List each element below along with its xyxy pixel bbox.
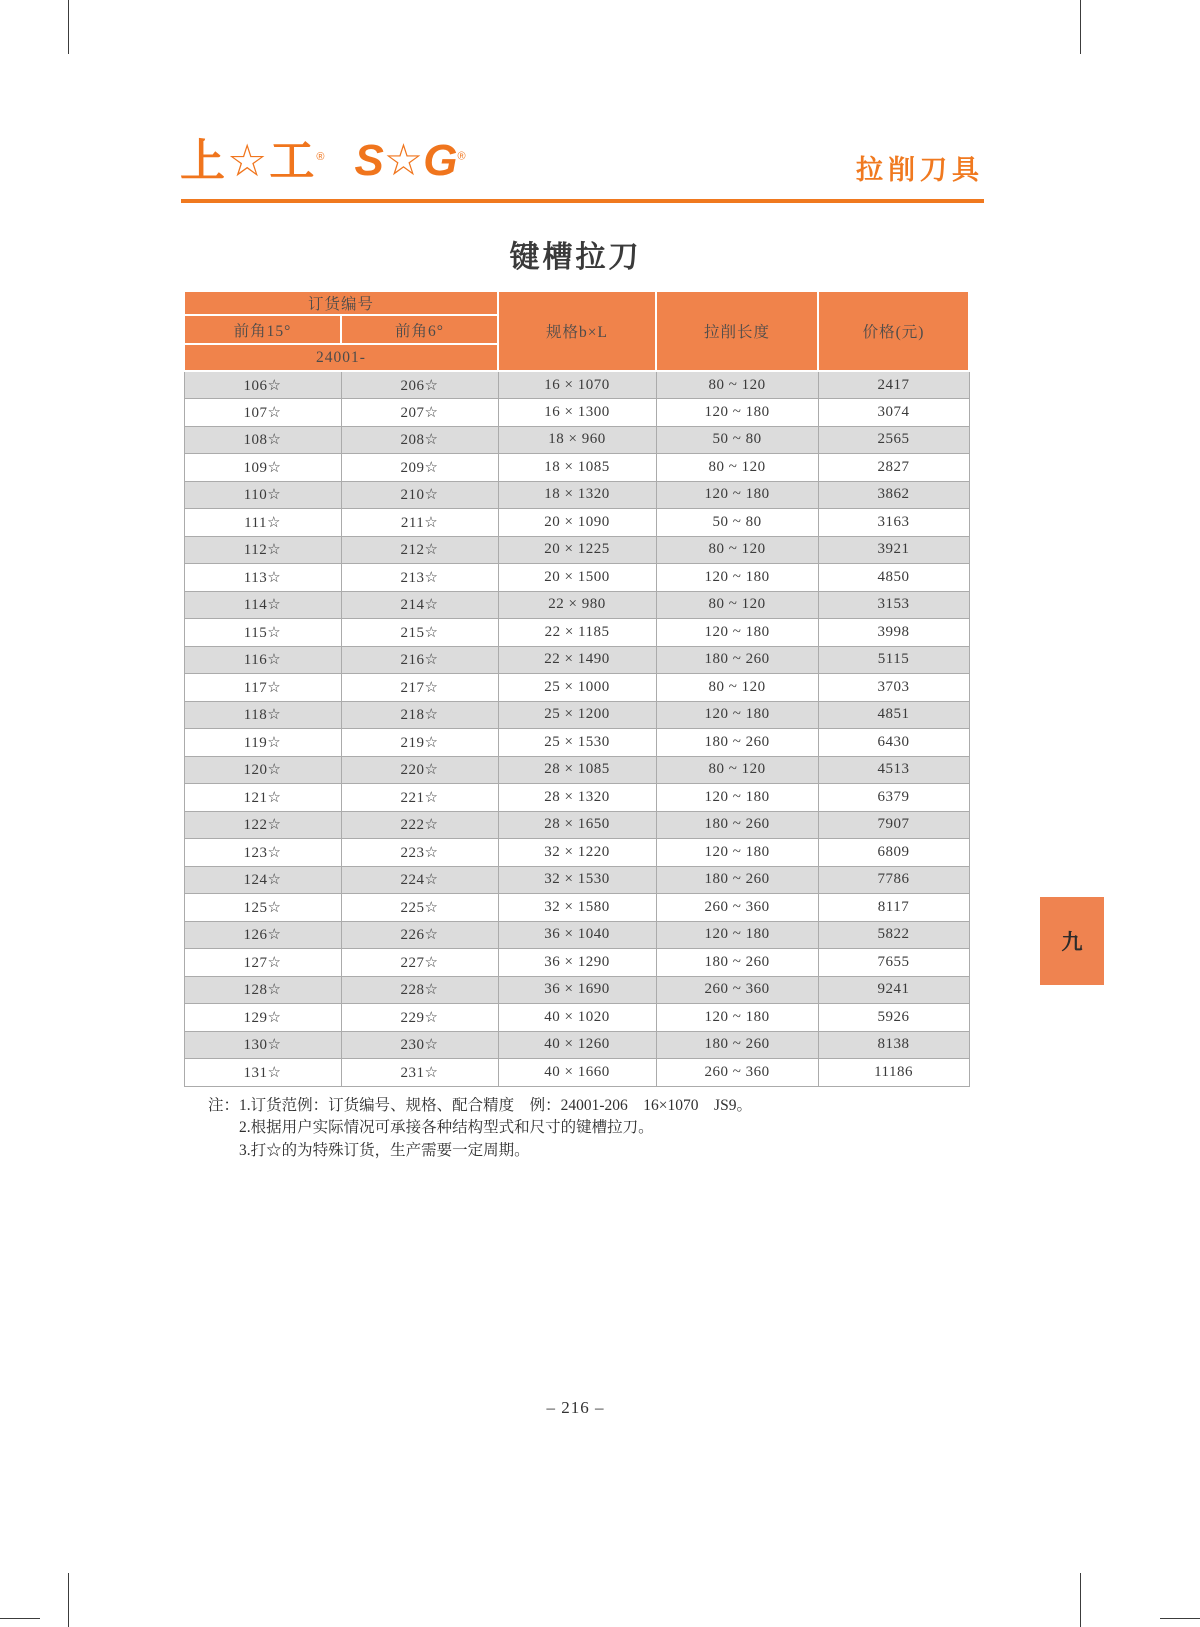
table-cell: 216☆ bbox=[341, 646, 498, 674]
table-cell: 223☆ bbox=[341, 839, 498, 867]
table-cell: 120 ~ 180 bbox=[656, 481, 818, 509]
table-cell: 4513 bbox=[818, 756, 969, 784]
table-cell: 228☆ bbox=[341, 976, 498, 1004]
table-row bbox=[184, 371, 969, 399]
table-cell: 28 × 1320 bbox=[498, 784, 656, 812]
table-body bbox=[184, 371, 969, 1086]
table-cell: 122☆ bbox=[184, 811, 341, 839]
table-cell: 231☆ bbox=[341, 1059, 498, 1087]
table-row bbox=[184, 399, 969, 427]
table-cell: 50 ~ 80 bbox=[656, 509, 818, 537]
header-order-number: 订货编号 bbox=[184, 291, 498, 315]
page-title: 键槽拉刀 bbox=[509, 241, 642, 274]
table-cell: 22 × 980 bbox=[498, 591, 656, 619]
table-cell: 180 ~ 260 bbox=[656, 1031, 818, 1059]
table-cell: 113☆ bbox=[184, 564, 341, 592]
table-cell: 117☆ bbox=[184, 674, 341, 702]
table-row bbox=[184, 536, 969, 564]
product-table bbox=[183, 290, 970, 1087]
registered-mark-icon: ® bbox=[316, 151, 327, 163]
table-cell: 50 ~ 80 bbox=[656, 426, 818, 454]
table-cell: 9241 bbox=[818, 976, 969, 1004]
table-row bbox=[184, 976, 969, 1004]
table-cell: 20 × 1225 bbox=[498, 536, 656, 564]
table-cell: 120 ~ 180 bbox=[656, 1004, 818, 1032]
table-cell: 5926 bbox=[818, 1004, 969, 1032]
table-cell: 28 × 1085 bbox=[498, 756, 656, 784]
table-cell: 28 × 1650 bbox=[498, 811, 656, 839]
table-cell: 212☆ bbox=[341, 536, 498, 564]
table-cell: 120 ~ 180 bbox=[656, 921, 818, 949]
table-cell: 217☆ bbox=[341, 674, 498, 702]
table-cell: 11186 bbox=[818, 1059, 969, 1087]
table-cell: 209☆ bbox=[341, 454, 498, 482]
table-cell: 120 ~ 180 bbox=[656, 399, 818, 427]
table-cell: 6379 bbox=[818, 784, 969, 812]
table-cell: 126☆ bbox=[184, 921, 341, 949]
table-cell: 260 ~ 360 bbox=[656, 976, 818, 1004]
table-row bbox=[184, 674, 969, 702]
table-cell: 218☆ bbox=[341, 701, 498, 729]
table-header bbox=[184, 291, 969, 371]
table-cell: 3074 bbox=[818, 399, 969, 427]
table-cell: 2827 bbox=[818, 454, 969, 482]
header-spec: 规格b×L bbox=[498, 291, 656, 371]
crop-mark-bottom-left-h bbox=[0, 1618, 40, 1619]
table-cell: 121☆ bbox=[184, 784, 341, 812]
table-cell: 220☆ bbox=[341, 756, 498, 784]
table-cell: 180 ~ 260 bbox=[656, 949, 818, 977]
table-cell: 22 × 1490 bbox=[498, 646, 656, 674]
header-rake-angle-6: 前角6° bbox=[341, 315, 498, 344]
table-cell: 40 × 1660 bbox=[498, 1059, 656, 1087]
table-cell: 3153 bbox=[818, 591, 969, 619]
table-cell: 80 ~ 120 bbox=[656, 674, 818, 702]
table-cell: 40 × 1020 bbox=[498, 1004, 656, 1032]
table-cell: 25 × 1000 bbox=[498, 674, 656, 702]
table-cell: 3921 bbox=[818, 536, 969, 564]
table-cell: 213☆ bbox=[341, 564, 498, 592]
table-cell: 180 ~ 260 bbox=[656, 866, 818, 894]
note-line bbox=[208, 1095, 848, 1117]
crop-mark-top-left bbox=[68, 0, 69, 54]
table-row bbox=[184, 1004, 969, 1032]
table-cell: 80 ~ 120 bbox=[656, 591, 818, 619]
table-cell: 210☆ bbox=[341, 481, 498, 509]
table-cell: 36 × 1040 bbox=[498, 921, 656, 949]
table-row bbox=[184, 756, 969, 784]
table-cell: 260 ~ 360 bbox=[656, 1059, 818, 1087]
table-cell: 116☆ bbox=[184, 646, 341, 674]
table-row bbox=[184, 591, 969, 619]
table-cell: 226☆ bbox=[341, 921, 498, 949]
registered-mark-icon: ® bbox=[457, 150, 466, 163]
table-row bbox=[184, 811, 969, 839]
table-cell: 120 ~ 180 bbox=[656, 784, 818, 812]
table-cell: 229☆ bbox=[341, 1004, 498, 1032]
table-cell: 222☆ bbox=[341, 811, 498, 839]
table-row bbox=[184, 1031, 969, 1059]
table-cell: 120 ~ 180 bbox=[656, 564, 818, 592]
brand-right-text: S☆G bbox=[354, 136, 458, 185]
table-cell: 25 × 1200 bbox=[498, 701, 656, 729]
table-cell: 110☆ bbox=[184, 481, 341, 509]
table-cell: 180 ~ 260 bbox=[656, 811, 818, 839]
table-cell: 20 × 1090 bbox=[498, 509, 656, 537]
table-cell: 129☆ bbox=[184, 1004, 341, 1032]
notes-label: 注： bbox=[208, 1097, 240, 1114]
table-row bbox=[184, 866, 969, 894]
table-row bbox=[184, 1059, 969, 1087]
table-cell: 108☆ bbox=[184, 426, 341, 454]
crop-mark-bottom-right bbox=[1080, 1573, 1081, 1627]
table-cell: 3998 bbox=[818, 619, 969, 647]
table-cell: 6809 bbox=[818, 839, 969, 867]
table-cell: 22 × 1185 bbox=[498, 619, 656, 647]
table-cell: 127☆ bbox=[184, 949, 341, 977]
table-cell: 6430 bbox=[818, 729, 969, 757]
table-cell: 106☆ bbox=[184, 371, 341, 399]
table-row bbox=[184, 949, 969, 977]
header-order-prefix: 24001- bbox=[184, 344, 498, 371]
table-cell: 207☆ bbox=[341, 399, 498, 427]
table-cell: 124☆ bbox=[184, 866, 341, 894]
table-cell: 80 ~ 120 bbox=[656, 756, 818, 784]
chapter-side-tab: 九 bbox=[1040, 897, 1104, 985]
table-cell: 7786 bbox=[818, 866, 969, 894]
table-cell: 20 × 1500 bbox=[498, 564, 656, 592]
table-cell: 18 × 1320 bbox=[498, 481, 656, 509]
table-cell: 2417 bbox=[818, 371, 969, 399]
table-cell: 3703 bbox=[818, 674, 969, 702]
table-cell: 32 × 1220 bbox=[498, 839, 656, 867]
header-rake-angle-15: 前角15° bbox=[184, 315, 341, 344]
header-broaching-length: 拉削长度 bbox=[656, 291, 818, 371]
table-cell: 120 ~ 180 bbox=[656, 701, 818, 729]
table-cell: 130☆ bbox=[184, 1031, 341, 1059]
table-row bbox=[184, 646, 969, 674]
table-row bbox=[184, 481, 969, 509]
table-cell: 260 ~ 360 bbox=[656, 894, 818, 922]
table-cell: 8138 bbox=[818, 1031, 969, 1059]
table-cell: 120 ~ 180 bbox=[656, 839, 818, 867]
table-cell: 16 × 1300 bbox=[498, 399, 656, 427]
table-cell: 180 ~ 260 bbox=[656, 729, 818, 757]
table-cell: 16 × 1070 bbox=[498, 371, 656, 399]
table-cell: 120 ~ 180 bbox=[656, 619, 818, 647]
crop-mark-bottom-right-h bbox=[1160, 1618, 1200, 1619]
table-cell: 111☆ bbox=[184, 509, 341, 537]
table-row bbox=[184, 784, 969, 812]
table-cell: 214☆ bbox=[341, 591, 498, 619]
header-price: 价格(元) bbox=[818, 291, 969, 371]
crop-mark-bottom-left bbox=[68, 1573, 69, 1627]
table-cell: 230☆ bbox=[341, 1031, 498, 1059]
table-cell: 211☆ bbox=[341, 509, 498, 537]
table-cell: 18 × 960 bbox=[498, 426, 656, 454]
table-cell: 180 ~ 260 bbox=[656, 646, 818, 674]
table-cell: 36 × 1690 bbox=[498, 976, 656, 1004]
table-cell: 80 ~ 120 bbox=[656, 454, 818, 482]
page-number: – 216 – bbox=[546, 1398, 605, 1417]
section-label: 拉削刀具 bbox=[856, 155, 984, 185]
table-cell: 107☆ bbox=[184, 399, 341, 427]
table-cell: 109☆ bbox=[184, 454, 341, 482]
table-row bbox=[184, 509, 969, 537]
header-divider bbox=[181, 199, 984, 203]
table-cell: 18 × 1085 bbox=[498, 454, 656, 482]
table-cell: 36 × 1290 bbox=[498, 949, 656, 977]
brand-left-text: 上☆工 bbox=[180, 135, 317, 186]
table-cell: 80 ~ 120 bbox=[656, 536, 818, 564]
table-cell: 4851 bbox=[818, 701, 969, 729]
table-cell: 80 ~ 120 bbox=[656, 371, 818, 399]
table-cell: 32 × 1530 bbox=[498, 866, 656, 894]
table-cell: 7655 bbox=[818, 949, 969, 977]
table-cell: 225☆ bbox=[341, 894, 498, 922]
table-cell: 2565 bbox=[818, 426, 969, 454]
table-row bbox=[184, 701, 969, 729]
table-row bbox=[184, 894, 969, 922]
table-cell: 7907 bbox=[818, 811, 969, 839]
note-line: 3.打☆的为特殊订货，生产需要一定周期。 bbox=[239, 1141, 530, 1159]
table-row bbox=[184, 921, 969, 949]
table-cell: 219☆ bbox=[341, 729, 498, 757]
table-cell: 131☆ bbox=[184, 1059, 341, 1087]
notes bbox=[208, 1095, 848, 1162]
crop-mark-top-right bbox=[1080, 0, 1081, 54]
table-cell: 5115 bbox=[818, 646, 969, 674]
product-table-wrap bbox=[183, 290, 968, 1087]
table-cell: 119☆ bbox=[184, 729, 341, 757]
table-cell: 118☆ bbox=[184, 701, 341, 729]
table-cell: 115☆ bbox=[184, 619, 341, 647]
table-cell: 123☆ bbox=[184, 839, 341, 867]
table-cell: 221☆ bbox=[341, 784, 498, 812]
table-cell: 224☆ bbox=[341, 866, 498, 894]
table-cell: 32 × 1580 bbox=[498, 894, 656, 922]
table-cell: 215☆ bbox=[341, 619, 498, 647]
table-cell: 3862 bbox=[818, 481, 969, 509]
table-cell: 128☆ bbox=[184, 976, 341, 1004]
table-cell: 112☆ bbox=[184, 536, 341, 564]
table-row bbox=[184, 426, 969, 454]
table-row bbox=[184, 454, 969, 482]
table-cell: 206☆ bbox=[341, 371, 498, 399]
table-cell: 227☆ bbox=[341, 949, 498, 977]
table-cell: 125☆ bbox=[184, 894, 341, 922]
table-row bbox=[184, 564, 969, 592]
table-cell: 3163 bbox=[818, 509, 969, 537]
table-row bbox=[184, 619, 969, 647]
table-row bbox=[184, 729, 969, 757]
table-cell: 208☆ bbox=[341, 426, 498, 454]
table-cell: 4850 bbox=[818, 564, 969, 592]
note-text: 1.订货范例：订货编号、规格、配合精度 例：24001-206 16×1070 JS9。 bbox=[239, 1097, 752, 1114]
table-cell: 114☆ bbox=[184, 591, 341, 619]
note-line: 2.根据用户实际情况可承接各种结构型式和尺寸的键槽拉刀。 bbox=[239, 1119, 654, 1137]
table-cell: 40 × 1260 bbox=[498, 1031, 656, 1059]
table-cell: 120☆ bbox=[184, 756, 341, 784]
table-cell: 5822 bbox=[818, 921, 969, 949]
table-cell: 8117 bbox=[818, 894, 969, 922]
table-cell: 25 × 1530 bbox=[498, 729, 656, 757]
table-row bbox=[184, 839, 969, 867]
